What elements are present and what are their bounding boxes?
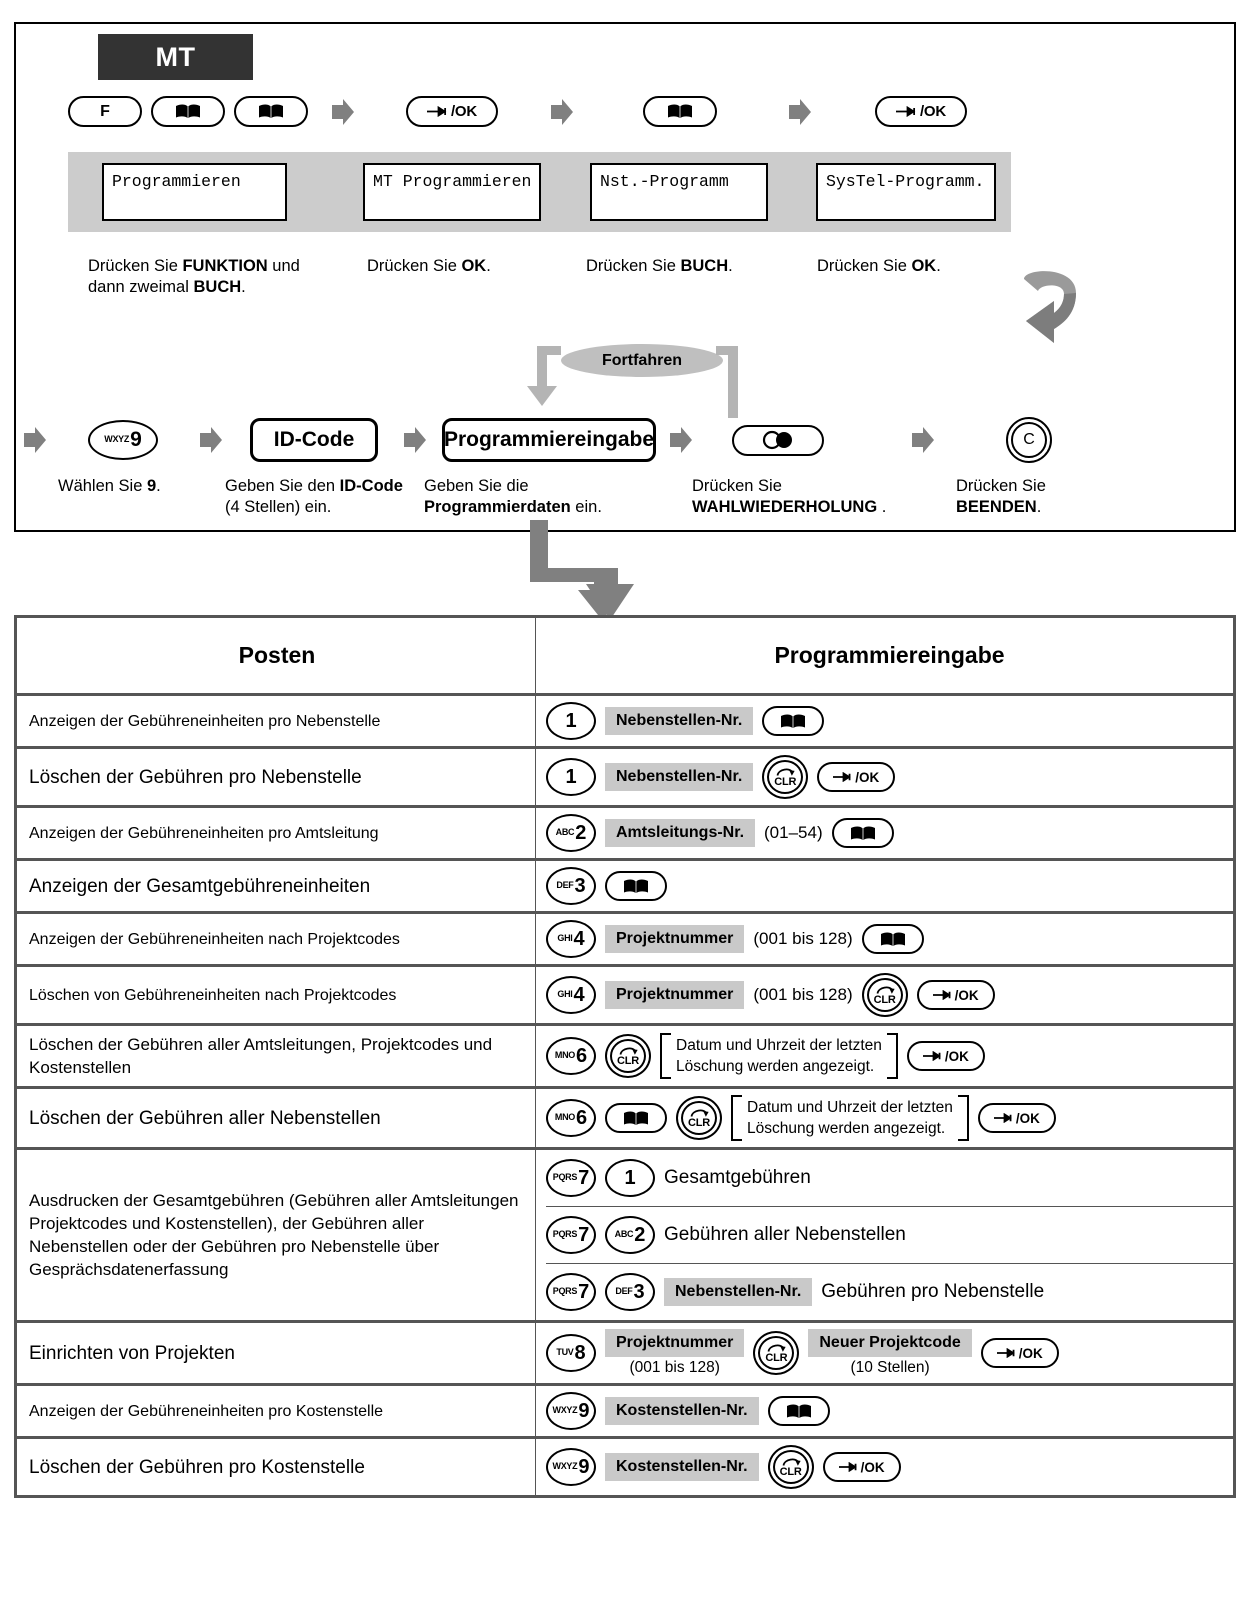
- clear-key-button[interactable]: [862, 973, 908, 1017]
- keypad-key-9[interactable]: [88, 420, 158, 460]
- keypad-letters: DEF: [556, 880, 574, 890]
- ok-key-label: /OK: [1018, 1345, 1043, 1361]
- bracket-left: [731, 1095, 742, 1141]
- row-input-sequence: [536, 807, 1235, 860]
- keypad-key-7[interactable]: [546, 1159, 596, 1197]
- clear-key-label: CLR: [873, 994, 896, 1006]
- row-item-label: Löschen der Gebühren aller Nebenstellen: [16, 1088, 536, 1149]
- book-key-button-1[interactable]: [151, 96, 225, 127]
- lcd-text-4: SysTel-Programm.: [826, 172, 985, 191]
- sequence-line: [546, 1263, 1233, 1320]
- input-placeholder-tag: Kostenstellen-Nr.: [605, 1397, 759, 1425]
- clear-key-label: CLR: [779, 1466, 802, 1478]
- wrap-return-arrow-icon: [1016, 267, 1086, 358]
- keypad-digit: 1: [565, 709, 577, 732]
- keypad-digit: 4: [573, 927, 585, 950]
- row-input-sequence: [536, 1149, 1235, 1322]
- table-row: [16, 807, 1235, 860]
- table-row-print: [16, 1149, 1235, 1322]
- ok-key-label: /OK: [1015, 1110, 1040, 1126]
- keypad-letters: PQRS: [552, 1172, 578, 1182]
- range-note: (001 bis 128): [753, 985, 853, 1004]
- row-item-label: Löschen der Gebühren aller Amtsleitungen, Projektcodes und Kostenstellen: [16, 1025, 536, 1088]
- key-sequence: [546, 1392, 1233, 1430]
- flow-caption-4: Drücken Sie OK.: [817, 257, 941, 275]
- flow-arrow-icon: [670, 427, 692, 453]
- keypad-key-1[interactable]: [605, 1159, 655, 1197]
- keypad-letters: WXYZ: [552, 1461, 578, 1471]
- flow-arrow-icon: [24, 427, 46, 453]
- programming-input-label: Programmiereingabe: [443, 428, 655, 451]
- row-item-label: Löschen der Gebühren pro Nebenstelle: [16, 748, 536, 807]
- row-input-sequence: [536, 1322, 1235, 1385]
- row-item-label: Einrichten von Projekten: [16, 1322, 536, 1385]
- key-sequence: [546, 973, 1233, 1017]
- input-placeholder-tag: Amtsleitungs-Nr.: [605, 819, 755, 847]
- book-icon: [623, 878, 649, 895]
- ok-key-button[interactable]: [978, 1103, 1056, 1133]
- row-item-label: Anzeigen der Gebühreneinheiten pro Amtsleitung: [16, 807, 536, 860]
- mt-section-tab: [98, 34, 253, 80]
- book-icon: [850, 825, 876, 842]
- keypad-key-4[interactable]: [546, 976, 596, 1014]
- programming-table: [14, 615, 1236, 1498]
- keypad-key-9-digit: 9: [130, 428, 142, 451]
- lcd-screen-3: [590, 163, 768, 221]
- keypad-key-9-letters: WXYZ: [104, 434, 130, 444]
- column-header-item: Posten: [16, 617, 536, 695]
- ok-key-label-2: /OK: [919, 103, 947, 120]
- clear-key-button[interactable]: [676, 1096, 722, 1140]
- book-key-button-3[interactable]: [643, 96, 717, 127]
- keypad-key-8[interactable]: [546, 1334, 596, 1372]
- range-note: (01–54): [764, 823, 823, 842]
- key-sequence: [546, 920, 1233, 958]
- keypad-digit: 7: [578, 1223, 590, 1246]
- keypad-key-2[interactable]: [605, 1216, 655, 1254]
- ok-key-button-2[interactable]: [875, 96, 967, 127]
- keypad-digit: 9: [578, 1455, 590, 1478]
- keypad-digit: 6: [575, 1044, 588, 1067]
- input-placeholder-range: (001 bis 128): [629, 1359, 720, 1376]
- id-code-button[interactable]: [250, 418, 378, 462]
- table-row: [16, 1088, 1235, 1149]
- flow-caption-1: Drücken Sie FUNKTION und dann zweimal BUCH.: [88, 257, 300, 296]
- flow-row1-keys: [68, 96, 967, 127]
- bracket-right: [958, 1095, 969, 1141]
- flow-arrow-icon: [404, 427, 426, 453]
- continue-loop-badge: [561, 344, 723, 377]
- row-input-sequence: [536, 913, 1235, 966]
- row-input-sequence: [536, 1088, 1235, 1149]
- flow-caption-9: Drücken Sie BEENDEN.: [956, 477, 1046, 516]
- book-icon: [623, 1110, 649, 1127]
- book-icon: [667, 103, 693, 120]
- sequence-line: [546, 1206, 1233, 1263]
- key-sequence: [546, 1216, 906, 1254]
- keypad-letters: ABC: [614, 1229, 634, 1239]
- clear-key-button[interactable]: [605, 1034, 651, 1078]
- keypad-letters: MNO: [554, 1112, 575, 1122]
- lcd-text-2: MT Programmieren: [373, 172, 532, 191]
- input-placeholder-tag: Projektnummer: [605, 981, 744, 1009]
- ok-key-button[interactable]: [907, 1041, 985, 1071]
- ok-key-label: /OK: [860, 1459, 885, 1475]
- clear-key-button[interactable]: [753, 1331, 799, 1375]
- continue-loop-label: Fortfahren: [602, 351, 682, 369]
- bracket-right: [887, 1033, 898, 1079]
- keypad-digit: 7: [578, 1280, 590, 1303]
- flow-diagram-panel: [14, 22, 1236, 532]
- flow-arrow-icon: [200, 427, 222, 453]
- display-note-text: Datum und Uhrzeit der letzten Löschung werden angezeigt.: [747, 1099, 953, 1137]
- keypad-digit: 6: [575, 1106, 588, 1129]
- row-item-label: Anzeigen der Gebühreneinheiten nach Projektcodes: [16, 913, 536, 966]
- row-item-label: Ausdrucken der Gesamtgebühren (Gebühren aller Amtsleitungen Projektcodes und Kostenstellen), der Gebühren aller Nebenstellen oder der Gebühren pro Nebenstelle über Gesprächsdatenerfassung: [16, 1149, 536, 1322]
- table-row: [16, 913, 1235, 966]
- keypad-letters: DEF: [615, 1286, 633, 1296]
- input-placeholder-tag: Nebenstellen-Nr.: [664, 1278, 812, 1306]
- ok-key-button[interactable]: [817, 762, 895, 792]
- table-row-project: [16, 1322, 1235, 1385]
- keypad-key-9[interactable]: [546, 1448, 596, 1486]
- keypad-digit: 3: [574, 874, 586, 897]
- ok-key-button[interactable]: [981, 1338, 1059, 1368]
- flow-row2-keys: [24, 417, 1052, 463]
- sequence-stack: [546, 1150, 1233, 1320]
- keypad-key-9[interactable]: [546, 1392, 596, 1430]
- flow-arrow-icon: [551, 99, 573, 125]
- loop-arrow-right-icon: [716, 346, 746, 423]
- book-key-button[interactable]: [605, 1103, 667, 1133]
- key-sequence: [546, 1329, 1233, 1377]
- row-input-sequence: [536, 748, 1235, 807]
- keypad-letters: TUV: [556, 1347, 574, 1357]
- clear-key-label: C: [1023, 431, 1035, 448]
- book-key-button[interactable]: [762, 706, 824, 736]
- ok-key-button-1[interactable]: [406, 96, 498, 127]
- lcd-screen-2: [363, 163, 541, 221]
- book-key-button[interactable]: [605, 871, 667, 901]
- clear-key-label: CLR: [616, 1055, 639, 1067]
- flow-caption-8: Drücken Sie WAHLWIEDERHOLUNG .: [692, 477, 887, 516]
- keypad-digit: 9: [578, 1399, 590, 1422]
- row-input-sequence: [536, 1025, 1235, 1088]
- flow-caption-5: Wählen Sie 9.: [58, 477, 161, 495]
- flow-arrow-icon: [912, 427, 934, 453]
- book-key-button[interactable]: [832, 818, 894, 848]
- flow-caption-6: Geben Sie den ID-Code (4 Stellen) ein.: [225, 477, 403, 516]
- ok-key-label: /OK: [954, 987, 979, 1003]
- book-key-button-2[interactable]: [234, 96, 308, 127]
- column-header-input: Programmiereingabe: [536, 617, 1235, 695]
- book-key-button[interactable]: [768, 1396, 830, 1426]
- keypad-key-4[interactable]: [546, 920, 596, 958]
- book-icon: [258, 103, 284, 120]
- lcd-text-1: Programmieren: [112, 172, 241, 191]
- table-row: [16, 695, 1235, 748]
- keypad-key-6[interactable]: [546, 1037, 596, 1075]
- id-code-label: ID-Code: [273, 428, 355, 451]
- key-sequence: [546, 867, 1233, 905]
- keypad-key-7[interactable]: [546, 1273, 596, 1311]
- keypad-letters: MNO: [554, 1050, 575, 1060]
- keypad-letters: WXYZ: [552, 1405, 578, 1415]
- row-input-sequence: [536, 1385, 1235, 1438]
- keypad-key-7[interactable]: [546, 1216, 596, 1254]
- lcd-text-3: Nst.-Programm: [600, 172, 729, 191]
- key-sequence: [546, 1095, 1233, 1141]
- table-header-row: [16, 617, 1235, 695]
- keypad-digit: 3: [633, 1280, 645, 1303]
- output-description: Gebühren aller Nebenstellen: [664, 1224, 906, 1245]
- input-placeholder-range: (10 Stellen): [850, 1359, 930, 1376]
- input-placeholder-tag: Projektnummer: [605, 925, 744, 953]
- lcd-screen-1: [102, 163, 287, 221]
- input-placeholder-group: [808, 1329, 971, 1377]
- clear-key-label: CLR: [765, 1352, 788, 1364]
- row-input-sequence: [536, 695, 1235, 748]
- table-row: [16, 748, 1235, 807]
- function-key-label: F: [100, 102, 110, 120]
- book-icon: [175, 103, 201, 120]
- display-note-bracket: [660, 1033, 898, 1079]
- row-item-label: Anzeigen der Gebühreneinheiten pro Kostenstelle: [16, 1385, 536, 1438]
- clear-key-button[interactable]: [1006, 417, 1052, 463]
- book-icon: [786, 1403, 812, 1420]
- ok-key-label-1: /OK: [450, 103, 478, 120]
- keypad-digit: 4: [573, 983, 585, 1006]
- redial-icon: [758, 430, 798, 450]
- lcd-screen-4: [816, 163, 996, 221]
- flow-arrow-icon: [332, 99, 354, 125]
- table-row: [16, 1438, 1235, 1497]
- input-placeholder-tag: Projektnummer: [605, 1329, 744, 1357]
- loop-arrow-left-icon: [521, 346, 565, 413]
- key-sequence: [546, 814, 1233, 852]
- input-placeholder-tag: Nebenstellen-Nr.: [605, 763, 753, 791]
- redial-key-button[interactable]: [732, 425, 824, 456]
- keypad-letters: PQRS: [552, 1286, 578, 1296]
- flow-caption-2: Drücken Sie OK.: [367, 257, 491, 275]
- keypad-digit: 1: [565, 765, 577, 788]
- row-item-label: Anzeigen der Gesamtgebühreneinheiten: [16, 860, 536, 913]
- book-icon: [780, 713, 806, 730]
- row-input-sequence: [536, 966, 1235, 1025]
- keypad-key-3[interactable]: [605, 1273, 655, 1311]
- input-placeholder-tag: Kostenstellen-Nr.: [605, 1453, 759, 1481]
- ok-key-button[interactable]: [823, 1452, 901, 1482]
- key-sequence: [546, 1033, 1233, 1079]
- keypad-key-3[interactable]: [546, 867, 596, 905]
- flow-arrow-icon: [789, 99, 811, 125]
- keypad-key-1[interactable]: [546, 702, 596, 740]
- programming-input-button[interactable]: [442, 418, 656, 462]
- flow-caption-7: Geben Sie die Programmierdaten ein.: [424, 477, 602, 516]
- keypad-digit: 2: [634, 1223, 646, 1246]
- keypad-letters: ABC: [555, 827, 575, 837]
- row-input-sequence: [536, 1438, 1235, 1497]
- keypad-letters: GHI: [557, 989, 573, 999]
- keypad-key-6[interactable]: [546, 1099, 596, 1137]
- key-sequence: [546, 1445, 1233, 1489]
- keypad-digit: 7: [578, 1166, 590, 1189]
- table-row: [16, 860, 1235, 913]
- clear-key-label: CLR: [774, 776, 797, 788]
- row-item-label: Löschen von Gebühreneinheiten nach Projektcodes: [16, 966, 536, 1025]
- table-connector-arrow-icon: [530, 520, 750, 625]
- row-item-label: Anzeigen der Gebühreneinheiten pro Nebenstelle: [16, 695, 536, 748]
- flow-caption-3: Drücken Sie BUCH.: [586, 257, 733, 275]
- book-key-button[interactable]: [862, 924, 924, 954]
- sequence-line: [546, 1150, 1233, 1206]
- row-item-label: Löschen der Gebühren pro Kostenstelle: [16, 1438, 536, 1497]
- lcd-display-band: [68, 152, 1011, 232]
- keypad-letters: GHI: [557, 933, 573, 943]
- clear-key-label: CLR: [687, 1117, 710, 1129]
- clear-key-button[interactable]: [768, 1445, 814, 1489]
- keypad-digit: 2: [575, 821, 587, 844]
- input-placeholder-tag: Nebenstellen-Nr.: [605, 707, 753, 735]
- keypad-digit: 8: [574, 1341, 586, 1364]
- keypad-digit: 1: [624, 1166, 636, 1189]
- ok-key-label: /OK: [855, 769, 880, 785]
- keypad-key-2[interactable]: [546, 814, 596, 852]
- keypad-key-1[interactable]: [546, 758, 596, 796]
- key-sequence: [546, 1273, 1044, 1311]
- display-note-text: Datum und Uhrzeit der letzten Löschung werden angezeigt.: [676, 1037, 882, 1075]
- display-note-bracket: [731, 1095, 969, 1141]
- key-sequence: [546, 702, 1233, 740]
- table-row: [16, 966, 1235, 1025]
- table-row: [16, 1385, 1235, 1438]
- table-row: [16, 1025, 1235, 1088]
- row-input-sequence: [536, 860, 1235, 913]
- output-description: Gebühren pro Nebenstelle: [821, 1281, 1045, 1302]
- input-placeholder-group: [605, 1329, 744, 1377]
- ok-key-label: /OK: [944, 1048, 969, 1064]
- keypad-letters: PQRS: [552, 1229, 578, 1239]
- clear-key-button[interactable]: [762, 755, 808, 799]
- ok-key-button[interactable]: [917, 980, 995, 1010]
- key-sequence: [546, 755, 1233, 799]
- book-icon: [880, 931, 906, 948]
- output-description: Gesamtgebühren: [664, 1167, 811, 1188]
- mt-section-tab-label: MT: [155, 41, 196, 72]
- input-placeholder-tag: Neuer Projektcode: [808, 1329, 971, 1357]
- bracket-left: [660, 1033, 671, 1079]
- range-note: (001 bis 128): [753, 929, 853, 948]
- key-sequence: [546, 1159, 811, 1197]
- function-key-button[interactable]: [68, 96, 142, 127]
